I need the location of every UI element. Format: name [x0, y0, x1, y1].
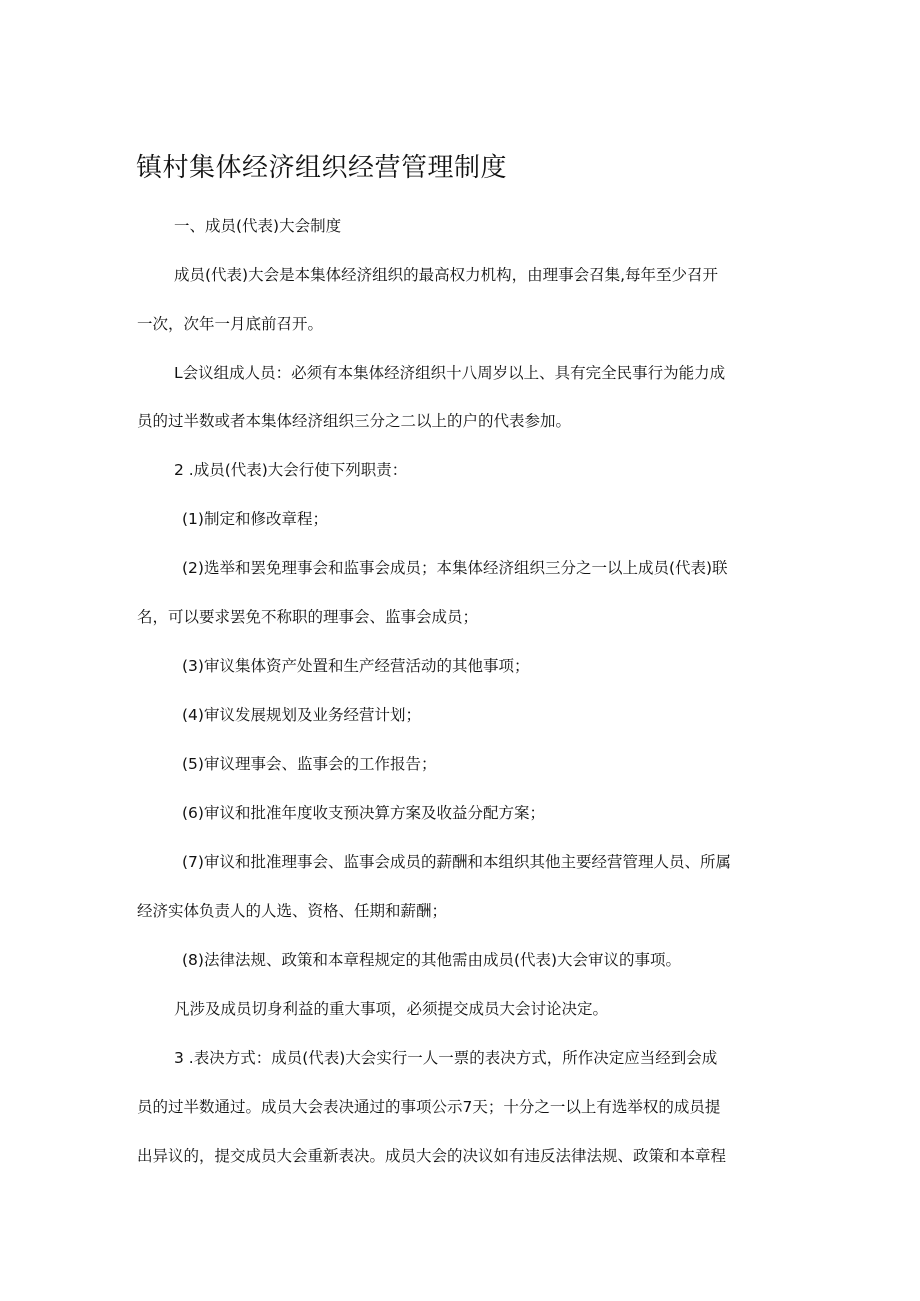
paragraph-line: 一次，次年一月底前召开。: [137, 315, 324, 333]
list-item: (8)法律法规、政策和本章程规定的其他需由成员(代表)大会审议的事项。: [182, 951, 682, 969]
list-item: (5)审议理事会、监事会的工作报告；: [182, 755, 437, 773]
paragraph-line: 3 .表决方式：成员(代表)大会实行一人一票的表决方式，所作决定应当经到会成: [174, 1049, 718, 1067]
paragraph-line: 成员(代表)大会是本集体经济组织的最高权力机构，由理事会召集,每年至少召开: [174, 266, 719, 284]
paragraph-line: 员的过半数或者本集体经济组织三分之二以上的户的代表参加。: [137, 412, 572, 430]
paragraph-line: 出异议的，提交成员大会重新表决。成员大会的决议如有违反法律法规、政策和本章程: [137, 1147, 727, 1165]
paragraph-line: L会议组成人员：必须有本集体经济组织十八周岁以上、具有完全民事行为能力成: [174, 364, 726, 382]
paragraph-line: 名，可以要求罢免不称职的理事会、监事会成员；: [137, 608, 479, 626]
document-title: 镇村集体经济组织经营管理制度: [136, 153, 508, 183]
list-item: (6)审议和批准年度收支预决算方案及收益分配方案；: [182, 804, 545, 822]
paragraph-line: 2 .成员(代表)大会行使下列职责：: [174, 461, 408, 479]
list-item: (7)审议和批准理事会、监事会成员的薪酬和本组织其他主要经营管理人员、所属: [182, 853, 731, 871]
list-item: (2)选举和罢免理事会和监事会成员；本集体经济组织三分之一以上成员(代表)联: [182, 559, 728, 577]
list-item: (4)审议发展规划及业务经营计划；: [182, 706, 421, 724]
list-item: (1)制定和修改章程；: [182, 510, 328, 528]
list-item: (3)审议集体资产处置和生产经营活动的其他事项；: [182, 657, 530, 675]
paragraph-line: 凡涉及成员切身利益的重大事项，必须提交成员大会讨论决定。: [174, 1000, 609, 1018]
paragraph-line: 员的过半数通过。成员大会表决通过的事项公示7天；十分之一以上有选举权的成员提: [137, 1098, 721, 1116]
section-heading-1: 一、成员(代表)大会制度: [174, 217, 342, 235]
paragraph-line: 经济实体负责人的人选、资格、任期和薪酬；: [137, 902, 448, 920]
